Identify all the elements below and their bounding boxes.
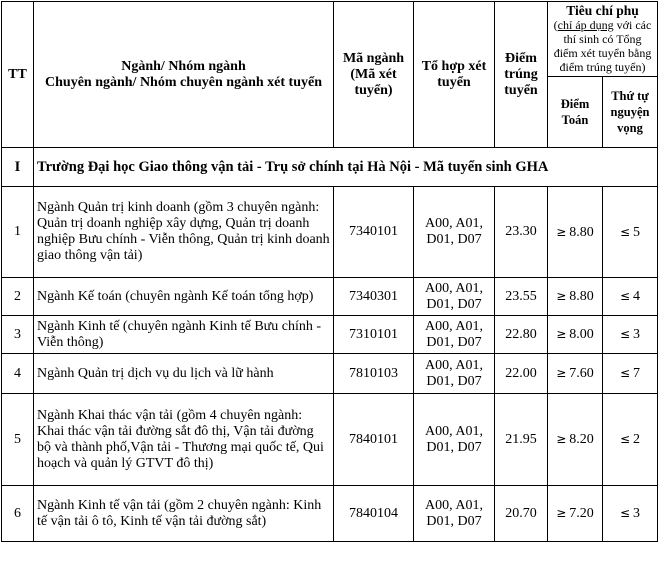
row-tt: 3	[2, 316, 34, 354]
row-score: 23.30	[495, 187, 548, 278]
row-combo: A00, A01, D01, D07	[414, 486, 495, 542]
header-tt: TT	[2, 2, 34, 148]
header-tieu-chi-note: (chỉ áp dụng với các thí sinh có Tổng điểm xét tuyển bằng điểm trúng tuyển)	[553, 18, 652, 74]
row-score: 23.55	[495, 278, 548, 316]
row-combo: A00, A01, D01, D07	[414, 278, 495, 316]
row-code: 7810103	[334, 354, 414, 394]
row-order: ≤ 3	[603, 316, 658, 354]
header-ma-nganh: Mã ngành (Mã xét tuyển)	[334, 2, 414, 148]
row-math: ≥ 7.60	[548, 354, 603, 394]
row-order: ≤ 4	[603, 278, 658, 316]
row-math: ≥ 8.20	[548, 394, 603, 486]
row-code: 7310101	[334, 316, 414, 354]
row-score: 22.00	[495, 354, 548, 394]
row-tt: 1	[2, 187, 34, 278]
row-tt: 4	[2, 354, 34, 394]
header-tieu-chi-note-underlined: chỉ áp dụng	[557, 18, 614, 32]
section-title: Trường Đại học Giao thông vận tải - Trụ sở chính tại Hà Nội - Mã tuyển sinh GHA	[34, 148, 658, 187]
row-order: ≤ 2	[603, 394, 658, 486]
header-nganh-line1: Ngành/ Nhóm ngành	[121, 58, 246, 74]
row-tt: 2	[2, 278, 34, 316]
table-row	[2, 316, 658, 354]
header-tieu-chi	[548, 2, 658, 77]
header-thu-tu: Thứ tự nguyện vọng	[603, 77, 658, 148]
row-order: ≤ 5	[603, 187, 658, 278]
table-row	[2, 278, 658, 316]
row-math: ≥ 8.00	[548, 316, 603, 354]
admission-score-table	[1, 1, 658, 542]
row-code: 7340101	[334, 187, 414, 278]
row-name: Ngành Kế toán (chuyên ngành Kế toán tổng hợp)	[34, 278, 334, 316]
row-math: ≥ 8.80	[548, 278, 603, 316]
row-math: ≥ 7.20	[548, 486, 603, 542]
header-diem: Điểm trúng tuyển	[495, 2, 548, 148]
row-tt: 6	[2, 486, 34, 542]
table-row	[2, 354, 658, 394]
row-code: 7340301	[334, 278, 414, 316]
row-tt: 5	[2, 394, 34, 486]
section-index: I	[2, 148, 34, 187]
table-row	[2, 486, 658, 542]
table-row	[2, 187, 658, 278]
row-name: Ngành Quản trị kinh doanh (gồm 3 chuyên ngành: Quản trị doanh nghiệp xây dựng, Quản trị doanh nghiệp Bưu chính - Viễn thông, Quản trị kinh doanh giao thông vận tải)	[34, 187, 334, 278]
row-name: Ngành Kinh tế (chuyên ngành Kinh tế Bưu chính - Viễn thông)	[34, 316, 334, 354]
table-row	[2, 394, 658, 486]
row-math: ≥ 8.80	[548, 187, 603, 278]
header-nganh-line2: Chuyên ngành/ Nhóm chuyên ngành xét tuyển	[45, 74, 322, 90]
row-order: ≤ 7	[603, 354, 658, 394]
row-combo: A00, A01, D01, D07	[414, 354, 495, 394]
row-name: Ngành Khai thác vận tải (gồm 4 chuyên ngành: Khai thác vận tải đường sắt đô thị, Vận tải đường bộ và thành phố,Vận tải - Thương mại quốc tế, Qui hoạch và quản lý GTVT đô thị)	[34, 394, 334, 486]
header-tieu-chi-title: Tiêu chí phụ	[566, 3, 639, 18]
row-score: 20.70	[495, 486, 548, 542]
row-score: 22.80	[495, 316, 548, 354]
header-nganh	[34, 2, 334, 148]
row-score: 21.95	[495, 394, 548, 486]
header-to-hop: Tổ hợp xét tuyển	[414, 2, 495, 148]
row-code: 7840101	[334, 394, 414, 486]
row-order: ≤ 3	[603, 486, 658, 542]
header-diem-toan: Điểm Toán	[548, 77, 603, 148]
row-name: Ngành Kinh tế vận tải (gồm 2 chuyên ngành: Kinh tế vận tải ô tô, Kinh tế vận tải đường sắt)	[34, 486, 334, 542]
row-name: Ngành Quản trị dịch vụ du lịch và lữ hành	[34, 354, 334, 394]
row-code: 7840104	[334, 486, 414, 542]
row-combo: A00, A01, D01, D07	[414, 187, 495, 278]
row-combo: A00, A01, D01, D07	[414, 316, 495, 354]
section-row	[2, 148, 658, 187]
row-combo: A00, A01, D01, D07	[414, 394, 495, 486]
